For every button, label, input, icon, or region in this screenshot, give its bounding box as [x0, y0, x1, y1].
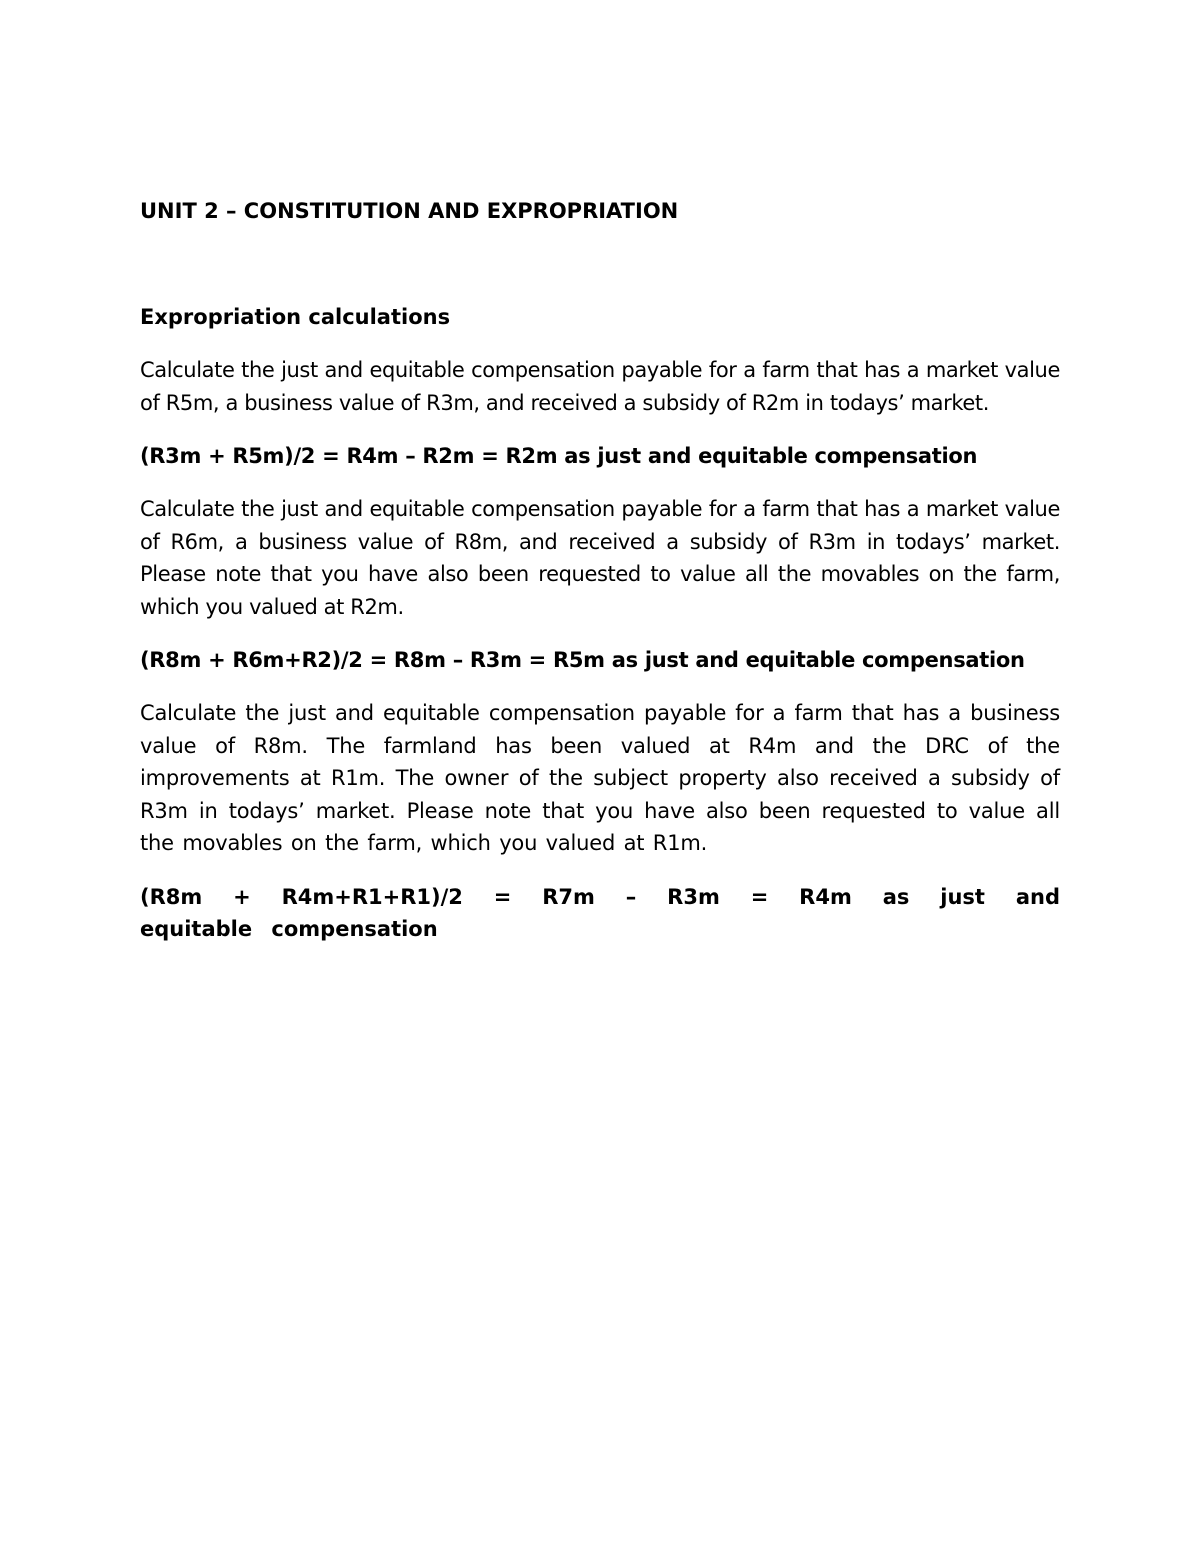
question-paragraph-2: Calculate the just and equitable compensation payable for a farm that has a market value of R6m, a business value of R8m, and received a subsidy of R3m in todays’ market. Please note that you have also been requested to value all the movables on the farm, which you valued at R2m. [140, 497, 1060, 619]
answer-paragraph-1: (R3m + R5m)/2 = R4m – R2m = R2m as just and equitable compensation [140, 444, 978, 468]
answer-paragraph-2: (R8m + R6m+R2)/2 = R8m – R3m = R5m as just and equitable compensation [140, 648, 1025, 672]
question-paragraph-3: Calculate the just and equitable compensation payable for a farm that has a business value of R8m. The farmland has been valued at R4m and the DRC of the improvements at R1m. The owner of the subject property also received a subsidy of R3m in todays’ market. Please note that you have also been requested to value all the movables on the farm, which you valued at R1m. [140, 701, 1060, 855]
document-body [140, 196, 1060, 966]
question-paragraph-1: Calculate the just and equitable compensation payable for a farm that has a market value of R5m, a business value of R3m, and received a subsidy of R2m in todays’ market. [140, 358, 1060, 415]
section-title: Expropriation calculations [140, 305, 451, 329]
answer-paragraph-3: (R8m + R4m+R1+R1)/2 = R7m – R3m = R4m as just and equitable compensation [140, 884, 1060, 941]
unit-title: UNIT 2 – CONSTITUTION AND EXPROPRIATION [140, 199, 679, 223]
